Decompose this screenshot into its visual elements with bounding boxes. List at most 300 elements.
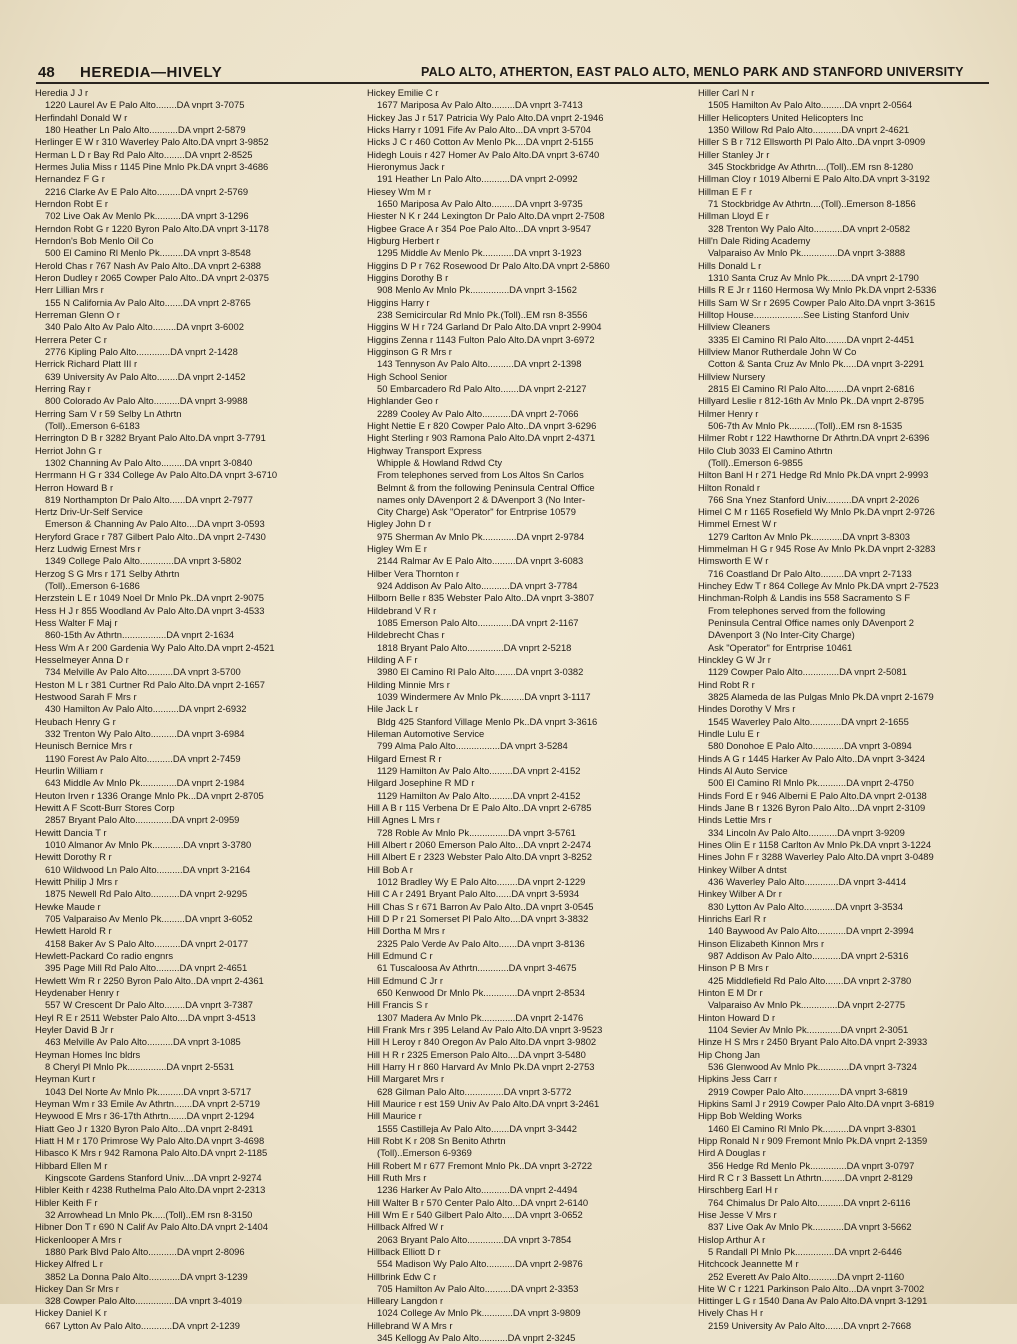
- listing-line: Hipp Bob Welding Works: [698, 1110, 802, 1122]
- listing-line: Hight Sterling r 903 Ramona Palo Alto.DA vnprt 2-4371: [367, 432, 596, 444]
- listing-line: Hite W C r 1221 Parkinson Palo Alto...DA vnprt 3-7002: [698, 1282, 925, 1294]
- listing-line: Hillman Lloyd E r: [698, 210, 769, 222]
- listing-line: Hight Nettie E r 820 Cowper Palo Alto..DA vnprt 3-6296: [367, 419, 597, 431]
- listing-line: 425 Middlefield Rd Palo Alto.......DA vnprt 2-3780: [708, 974, 912, 986]
- listing-line: Hill A B r 115 Verbena Dr E Palo Alto..DA vnprt 2-6785: [367, 802, 592, 814]
- listing-line: 1295 Middle Av Menlo Pk............DA vnprt 3-1923: [377, 247, 582, 259]
- region-title: PALO ALTO, ATHERTON, EAST PALO ALTO, MENLO PARK AND STANFORD UNIVERSITY: [421, 65, 964, 79]
- listing-line: 334 Lincoln Av Palo Alto...........DA vnprt 3-9209: [708, 826, 905, 838]
- page-header: [36, 60, 989, 84]
- listing-line: Hillview Manor Rutherdale John W Co: [698, 345, 857, 357]
- listing-line: 716 Coastland Dr Palo Alto.........DA vnprt 2-7133: [708, 567, 912, 579]
- listing-line: Hill C A r 2491 Bryant Palo Alto......DA vnprt 3-5934: [367, 888, 580, 900]
- listing-line: Herr Lillian Mrs r: [35, 284, 104, 296]
- listing-line: 238 Semicircular Rd Mnlo Pk.(Toll)..EM rsn 8-3556: [377, 308, 588, 320]
- listing-line: 705 Valparaiso Av Menlo Pk.........DA vnprt 3-6052: [45, 912, 253, 924]
- listing-line: Himel C M r 1165 Rosefield Wy Mnlo Pk.DA vnprt 2-9726: [698, 506, 935, 518]
- listing-line: Herzstein L E r 1049 Noel Dr Mnlo Pk..DA vnprt 2-9075: [35, 592, 264, 604]
- listing-line: Hill Albert r 2060 Emerson Palo Alto...DA vnprt 2-2474: [367, 839, 592, 851]
- listing-line: Hilding A F r: [367, 654, 418, 666]
- listing-line: Hill Robt K r 208 Sn Benito Athrtn: [367, 1134, 506, 1146]
- listing-line: 975 Sherman Av Mnlo Pk.............DA vnprt 2-9784: [377, 530, 585, 542]
- listing-line: 61 Tuscaloosa Av Athrtn............DA vnprt 3-4675: [377, 962, 577, 974]
- listing-line: Hildebrecht Chas r: [367, 629, 445, 641]
- listing-line: 837 Live Oak Av Mnlo Pk............DA vnprt 3-5662: [708, 1221, 912, 1233]
- listing-line: 702 Live Oak Av Menlo Pk..........DA vnprt 3-1296: [45, 210, 249, 222]
- listing-line: Hillview Nursery: [698, 370, 766, 382]
- listing-line: Hilton Banl H r 271 Hedge Rd Mnlo Pk.DA vnprt 2-9993: [698, 469, 929, 481]
- listing-line: 32 Arrowhead Ln Mnlo Pk.....(Toll)..EM rsn 8-3150: [45, 1208, 253, 1220]
- listing-line: Hillback Elliott D r: [367, 1245, 441, 1257]
- listing-line: 1024 College Av Mnlo Pk............DA vnprt 3-9809: [377, 1307, 581, 1319]
- listing-line: Hill D P r 21 Somerset Pl Palo Alto....DA vnprt 3-3832: [367, 912, 589, 924]
- listing-line: 860-15th Av Athrtn.................DA vnprt 2-1634: [45, 629, 234, 641]
- listing-line: 766 Sna Ynez Stanford Univ..........DA vnprt 2-2026: [708, 493, 920, 505]
- listing-line: Hill Albert E r 2323 Webster Palo Alto.DA vnprt 3-8252: [367, 851, 592, 863]
- listing-line: Hill Walter B r 570 Center Palo Alto...DA vnprt 2-6140: [367, 1196, 589, 1208]
- listing-line: Hillback Alfred W r: [367, 1221, 444, 1233]
- listing-line: 3825 Alameda de las Pulgas Mnlo Pk.DA vnprt 2-1679: [708, 691, 934, 703]
- listing-line: Hively Chas H r: [698, 1307, 764, 1319]
- listing-line: Hertz Driv-Ur-Self Service: [35, 506, 143, 518]
- listing-line: 436 Waverley Palo Alto.............DA vnprt 3-4414: [708, 876, 907, 887]
- listing-line: 1039 Windermere Av Mnlo Pk.........DA vnprt 3-1117: [377, 691, 591, 703]
- listing-line: 705 Hamilton Av Palo Alto..........DA vnprt 2-3353: [377, 1282, 579, 1294]
- listing-line: Hickey Jas J r 517 Patricia Wy Palo Alto.DA vnprt 2-1946: [367, 111, 604, 123]
- listing-line: Hilborn Belle r 835 Webster Palo Alto..DA vnprt 3-3807: [367, 592, 595, 604]
- listing-line: Herz Ludwig Ernest Mrs r: [35, 543, 141, 555]
- listing-line: Herrmann H G r 334 College Av Palo Alto.DA vnprt 3-6710: [35, 469, 278, 481]
- listing-line: 395 Page Mill Rd Palo Alto.........DA vnprt 2-4651: [45, 962, 248, 974]
- listing-line: Hinson P B Mrs r: [698, 962, 769, 974]
- listing-line: 554 Madison Wy Palo Alto...........DA vnprt 2-9876: [377, 1258, 583, 1270]
- listing-line: Hill'n Dale Riding Academy: [698, 234, 811, 246]
- listing-line: 764 Chimalus Dr Palo Alto..........DA vnprt 2-6116: [708, 1196, 911, 1208]
- listing-line: Heyler David B Jr r: [35, 1023, 114, 1035]
- listing-line: Hines Olin E r 1158 Carlton Av Mnlo Pk.DA vnprt 3-1224: [698, 839, 932, 851]
- listing-line: Highway Transport Express: [367, 444, 482, 456]
- listing-line: Hildebrand V R r: [367, 604, 437, 616]
- listing-line: 4158 Baker Av S Palo Alto..........DA vnprt 2-0177: [45, 937, 249, 949]
- listing-line: 1190 Forest Av Palo Alto..........DA vnprt 2-7459: [45, 752, 241, 764]
- listing-line: Hernandez F G r: [35, 173, 105, 185]
- listing-line: Hill Wm E r 540 Gilbert Palo Alto.....DA vnprt 3-0652: [367, 1208, 583, 1220]
- listing-line: 1818 Bryant Palo Alto..............DA vnprt 2-5218: [377, 641, 572, 653]
- listing-line: Hinds A G r 1445 Harker Av Palo Alto..DA vnprt 3-3424: [698, 752, 926, 764]
- listing-line: Hill Edmund C r: [367, 949, 433, 961]
- listing-line: Herman L D r Bay Rd Palo Alto........DA vnprt 2-8525: [35, 148, 253, 160]
- listing-line: 1880 Park Blvd Palo Alto...........DA vnprt 2-8096: [45, 1245, 245, 1257]
- listing-line: Heryford Grace r 787 Gilbert Palo Alto..DA vnprt 2-7430: [35, 530, 266, 542]
- listing-line: Hilgard Ernest R r: [367, 752, 442, 764]
- listing-line: Hilgard Josephine R MD r: [367, 777, 475, 789]
- listing-line: Hess H J r 855 Woodland Av Palo Alto.DA vnprt 3-4533: [35, 604, 265, 616]
- listing-line: 345 Stockbridge Av Athrtn....(Toll)..EM rsn 8-1280: [708, 160, 914, 172]
- listing-line: Hiatt H M r 170 Primrose Wy Palo Alto.DA vnprt 3-4698: [35, 1134, 265, 1146]
- listing-line: 1085 Emerson Palo Alto.............DA vnprt 2-1167: [377, 617, 579, 629]
- listing-line: 1310 Santa Cruz Av Mnlo Pk.........DA vnprt 2-1790: [708, 271, 919, 283]
- listing-line: Hillman Cloy r 1019 Alberni E Palo Alto.DA vnprt 3-3192: [698, 173, 930, 185]
- listing-line: Hill Margaret Mrs r: [367, 1073, 445, 1085]
- listing-line: Hird A Douglas r: [698, 1147, 766, 1159]
- listing-line: Hibler Keith r 4238 Ruthelma Palo Alto.DA vnprt 2-2313: [35, 1184, 266, 1196]
- listing-line: Himsworth E W r: [698, 555, 769, 567]
- listing-line: Hilding Minnie Mrs r: [367, 678, 450, 690]
- listing-line: Herrington D B r 3282 Bryant Palo Alto.DA vnprt 3-7791: [35, 432, 266, 444]
- listing-line: Valparaiso Av Mnlo Pk..............DA vnprt 2-2775: [708, 999, 906, 1011]
- listing-line: 1302 Channing Av Palo Alto.........DA vnprt 3-0840: [45, 456, 253, 468]
- listing-line: Herrick Richard Platt III r: [35, 358, 138, 370]
- listing-line: Hise Jesse V Mrs r: [698, 1208, 777, 1220]
- listing-line: Hinson Elizabeth Kinnon Mrs r: [698, 937, 825, 949]
- listing-line: Hermes Julia Miss r 1145 Pine Mnlo Pk.DA vnprt 3-4686: [35, 160, 269, 172]
- listing-line: 650 Kenwood Dr Mnlo Pk.............DA vnprt 2-8534: [377, 986, 585, 998]
- listing-line: Belmnt & from the following Peninsula Central Office: [377, 481, 595, 493]
- listing-line: (Toll)..Emerson 6-1686: [45, 580, 140, 592]
- listing-line: 580 Donohoe E Palo Alto............DA vnprt 3-0894: [708, 740, 912, 752]
- listing-line: (Toll)..Emerson 6-9855: [708, 456, 803, 468]
- listing-line: Higgins Zenna r 1143 Fulton Palo Alto.DA vnprt 3-6972: [367, 333, 595, 345]
- listing-line: Hiester N K r 244 Lexington Dr Palo Alto.DA vnprt 2-7508: [367, 210, 605, 222]
- listing-line: Hibler Keith F r: [35, 1196, 98, 1208]
- listing-line: Hileman Automotive Service: [367, 728, 485, 740]
- listing-line: Hill Bob A r: [367, 863, 413, 875]
- listing-line: 2216 Clarke Av E Palo Alto.........DA vnprt 2-5769: [45, 185, 249, 197]
- listing-line: 5 Randall Pl Mnlo Pk...............DA vnprt 2-6446: [708, 1245, 902, 1257]
- listing-line: 143 Tennyson Av Palo Alto..........DA vnprt 2-1398: [377, 358, 582, 370]
- listing-line: 1307 Madera Av Mnlo Pk.............DA vnprt 2-1476: [377, 1011, 584, 1023]
- listing-line: 643 Middle Av Mnlo Pk..............DA vnprt 2-1984: [45, 777, 245, 789]
- listing-line: Hewlett-Packard Co radio engnrs: [35, 949, 174, 961]
- listing-line: Hill Agnes L Mrs r: [367, 814, 441, 826]
- listing-line: Higley John D r: [367, 518, 432, 530]
- listing-line: 639 University Av Palo Alto........DA vnprt 2-1452: [45, 370, 246, 382]
- listing-line: Heyl R E r 2511 Webster Palo Alto....DA vnprt 3-4513: [35, 1011, 256, 1023]
- listing-line: 332 Trenton Wy Palo Alto..........DA vnprt 3-6984: [45, 728, 245, 740]
- listing-line: 2289 Cooley Av Palo Alto...........DA vnprt 2-7066: [377, 407, 579, 419]
- listing-line: 1104 Sevier Av Mnlo Pk.............DA vnprt 2-3051: [708, 1023, 909, 1035]
- listing-line: Herndon's Bob Menlo Oil Co: [35, 234, 154, 246]
- listing-line: Hillbrink Edw C r: [367, 1270, 437, 1282]
- listing-line: Herlinger E W r 310 Waverley Palo Alto.DA vnprt 3-9852: [35, 136, 269, 148]
- listing-line: Hilo Club 3033 El Camino Athrtn: [698, 444, 833, 456]
- listing-line: 1505 Hamilton Av Palo Alto.........DA vnprt 2-0564: [708, 99, 913, 111]
- listing-line: Hind Robt R r: [698, 678, 755, 690]
- listing-line: City Charge) Ask "Operator" for Entrprise 10579: [377, 506, 576, 518]
- listing-line: 500 El Camino Rl Mnlo Pk...........DA vnprt 2-4750: [708, 777, 914, 789]
- listing-line: Peninsula Central Office names only DAvenport 2: [708, 617, 915, 629]
- listing-line: Hinton E M Dr r: [698, 986, 763, 998]
- listing-line: Hinchey Edw T r 864 College Av Mnlo Pk.DA vnprt 2-7523: [698, 580, 939, 592]
- listing-line: 2815 El Camino Rl Palo Alto........DA vnprt 2-6816: [708, 382, 915, 394]
- listing-line: 3852 La Donna Palo Alto............DA vnprt 3-1239: [45, 1270, 248, 1282]
- listing-line: 2325 Palo Verde Av Palo Alto.......DA vnprt 3-8136: [377, 937, 585, 949]
- listing-line: Hills Sam W Sr r 2695 Cowper Palo Alto.DA vnprt 3-3615: [698, 296, 936, 308]
- listing-line: Herold Chas r 767 Nash Av Palo Alto..DA vnprt 2-6388: [35, 259, 261, 271]
- listing-column-2: [367, 87, 685, 1344]
- listing-line: 2159 University Av Palo Alto.......DA vnprt 2-7668: [708, 1319, 912, 1331]
- listing-line: Herring Ray r: [35, 382, 91, 394]
- listing-line: Heuton Irven r 1336 Orange Mnlo Pk...DA vnprt 2-8705: [35, 789, 264, 801]
- listing-line: Heyman Homes Inc bldrs: [35, 1048, 141, 1060]
- listing-line: Hilton Ronald r: [698, 481, 761, 493]
- listing-line: 71 Stockbridge Av Athrtn....(Toll)..Emerson 8-1856: [708, 197, 916, 209]
- listing-line: 1545 Waverley Palo Alto............DA vnprt 2-1655: [708, 715, 909, 727]
- listing-line: Himmel Ernest W r: [698, 518, 777, 530]
- listing-line: Hindes Dorothy V Mrs r: [698, 703, 796, 715]
- listing-line: Herring Sam V r 59 Selby Ln Athrtn: [35, 407, 182, 419]
- listing-line: Hicks Harry r 1091 Fife Av Palo Alto...DA vnprt 3-5704: [367, 123, 591, 135]
- listing-line: Hicks J C r 460 Cotton Av Menlo Pk....DA vnprt 2-5155: [367, 136, 594, 148]
- listing-line: Hinkey Wilber A Dr r: [698, 888, 782, 900]
- listing-line: Hiesey Wm M r: [367, 185, 432, 197]
- listing-line: 1236 Harker Av Palo Alto...........DA vnprt 2-4494: [377, 1184, 578, 1196]
- listing-line: Hill Chas S r 671 Barron Av Palo Alto..DA vnprt 3-0545: [367, 900, 594, 912]
- listing-line: High School Senior: [367, 370, 448, 382]
- listing-line: 799 Alma Palo Alto.................DA vnprt 3-5284: [377, 740, 568, 752]
- listing-line: Emerson & Channing Av Palo Alto....DA vnprt 3-0593: [45, 518, 265, 530]
- listing-line: Hieronymus Jack r: [367, 160, 445, 172]
- listing-line: Hillview Cleaners: [698, 321, 770, 333]
- listing-line: 463 Melville Av Palo Alto..........DA vnprt 3-1085: [45, 1036, 241, 1048]
- listing-line: Higgins W H r 724 Garland Dr Palo Alto.DA vnprt 2-9904: [367, 321, 602, 333]
- listing-line: 1555 Castilleja Av Palo Alto.......DA vnprt 3-3442: [377, 1122, 577, 1134]
- listing-line: 2919 Cowper Palo Alto..............DA vnprt 3-6819: [708, 1085, 908, 1097]
- listing-line: 1349 College Palo Alto.............DA vnprt 3-5802: [45, 555, 242, 567]
- listing-line: Hird R C r 3 Bassett Ln Athrtn.........DA vnprt 2-8129: [698, 1171, 913, 1183]
- listing-line: 728 Roble Av Mnlo Pk...............DA vnprt 3-5761: [377, 826, 576, 838]
- listing-line: Heyman Wm r 33 Emile Av Athrtn.......DA vnprt 2-5719: [35, 1097, 260, 1109]
- listing-line: Hill Frank Mrs r 395 Leland Av Palo Alto.DA vnprt 3-9523: [367, 1023, 603, 1035]
- listing-line: 328 Trenton Wy Palo Alto...........DA vnprt 2-0582: [708, 222, 911, 234]
- listing-line: 734 Melville Av Palo Alto..........DA vnprt 3-5700: [45, 666, 241, 678]
- listing-line: 1129 Hamilton Av Palo Alto.........DA vnprt 2-4152: [377, 765, 581, 777]
- listing-line: 1043 Del Norte Av Mnlo Pk..........DA vnprt 3-5717: [45, 1085, 252, 1097]
- listing-line: Hillyard Leslie r 812-16th Av Mnlo Pk..DA vnprt 2-8795: [698, 395, 924, 407]
- listing-line: Hislop Arthur A r: [698, 1233, 766, 1245]
- listing-line: 252 Everett Av Palo Alto...........DA vnprt 2-1160: [708, 1270, 905, 1282]
- listing-line: 1350 Willow Rd Palo Alto...........DA vnprt 2-4621: [708, 123, 910, 135]
- listing-line: Hipp Ronald N r 909 Fremont Mnlo Pk.DA vnprt 2-1359: [698, 1134, 928, 1146]
- listing-line: 3980 El Camino Rl Palo Alto........DA vnprt 3-0382: [377, 666, 584, 678]
- listing-line: Heydenaber Henry r: [35, 986, 120, 998]
- listing-line: Higgins Harry r: [367, 296, 430, 308]
- listing-line: Herriot John G r: [35, 444, 102, 456]
- listing-line: Hill Robert M r 677 Fremont Mnlo Pk..DA vnprt 3-2722: [367, 1159, 593, 1171]
- listing-line: Highlander Geo r: [367, 395, 439, 407]
- listing-line: Hinrichs Earl R r: [698, 912, 767, 924]
- listing-line: Hipkins Saml J r 2919 Cowper Palo Alto.DA vnprt 3-6819: [698, 1097, 935, 1109]
- listing-line: Whipple & Howland Rdwd Cty: [377, 456, 503, 468]
- listing-line: Hill Maurice r est 159 Univ Av Palo Alto.DA vnprt 3-2461: [367, 1097, 600, 1109]
- listing-line: Heurlin William r: [35, 765, 104, 777]
- listing-line: Hinton Howard D r: [698, 1011, 776, 1023]
- listing-line: Hewlett Harold R r: [35, 925, 112, 937]
- listing-line: Hillebrand W A Mrs r: [367, 1319, 453, 1331]
- listing-line: 908 Menlo Av Mnlo Pk...............DA vnprt 3-1562: [377, 284, 577, 296]
- listing-line: Valparaiso Av Mnlo Pk..............DA vnprt 3-3888: [708, 247, 906, 259]
- listing-line: 340 Palo Alto Av Palo Alto.........DA vnprt 3-6002: [45, 321, 244, 333]
- listing-column-1: [35, 87, 353, 1332]
- listing-line: Hilltop House...................See Listing Stanford Univ: [698, 308, 910, 320]
- listing-line: Hill H Leroy r 840 Oregon Av Palo Alto.DA vnprt 3-9802: [367, 1036, 597, 1048]
- listing-line: Hewke Maude r: [35, 900, 101, 912]
- listing-line: Hiller Helicopters United Helicopters Inc: [698, 111, 864, 123]
- listing-line: Herzog S G Mrs r 171 Selby Athrtn: [35, 567, 180, 579]
- listing-line: Hinze H S Mrs r 2450 Bryant Palo Alto.DA vnprt 2-3933: [698, 1036, 928, 1048]
- listing-line: Heron Dudley r 2065 Cowper Palo Alto..DA vnprt 2-0375: [35, 271, 269, 283]
- listing-line: 1650 Mariposa Av Palo Alto.........DA vnprt 3-9735: [377, 197, 583, 209]
- listing-line: 667 Lytton Av Palo Alto............DA vnprt 2-1239: [45, 1319, 240, 1331]
- listing-line: 2857 Bryant Palo Alto..............DA vnprt 2-0959: [45, 814, 240, 826]
- listing-line: Hill Ruth Mrs r: [367, 1171, 427, 1183]
- listing-line: 628 Gilman Palo Alto...............DA vnprt 3-5772: [377, 1085, 572, 1097]
- listing-line: Hess Wm A r 200 Gardenia Wy Palo Alto.DA vnprt 2-4521: [35, 641, 275, 653]
- listing-line: Hibbard Ellen M r: [35, 1159, 108, 1171]
- listing-line: Hirschberg Earl H r: [698, 1184, 778, 1196]
- listing-line: 506-7th Av Mnlo Pk..........(Toll)..EM rsn 8-1535: [708, 419, 903, 431]
- listing-line: Hewitt A F Scott-Burr Stores Corp: [35, 802, 175, 814]
- listing-line: 2776 Kipling Palo Alto.............DA vnprt 2-1428: [45, 345, 238, 357]
- listing-line: Hewitt Dancia T r: [35, 826, 107, 838]
- listing-line: 430 Hamilton Av Palo Alto..........DA vnprt 2-6932: [45, 703, 247, 715]
- listing-line: 2144 Ralmar Av E Palo Alto.........DA vnprt 3-6083: [377, 555, 584, 567]
- listing-line: 8 Cheryl Pl Mnlo Pk...............DA vnprt 2-5531: [45, 1060, 235, 1072]
- listing-line: Hillman E F r: [698, 185, 753, 197]
- listing-line: 987 Addison Av Palo Alto...........DA vnprt 2-5316: [708, 949, 909, 961]
- listing-line: Hinchman-Rolph & Landis ins 558 Sacramento S F: [698, 592, 911, 604]
- listing-line: Hittinger L G r 1540 Dana Av Palo Alto.DA vnprt 3-1291: [698, 1295, 928, 1307]
- listing-line: names only DAvenport 2 & DAvenport 3 (No Inter-: [377, 493, 586, 505]
- listing-line: Hilber Vera Thornton r: [367, 567, 460, 579]
- listing-line: Higgins D P r 762 Rosewood Dr Palo Alto.DA vnprt 2-5860: [367, 259, 610, 271]
- listing-line: 155 N California Av Palo Alto.......DA vnprt 2-8765: [45, 296, 251, 308]
- listing-line: Hinkey Wilber A dntst: [698, 863, 787, 875]
- listing-line: Heyman Kurt r: [35, 1073, 96, 1085]
- listing-line: Hill Maurice r: [367, 1110, 422, 1122]
- listing-line: Heredia J J r: [35, 87, 89, 98]
- listing-line: Heunisch Bernice Mrs r: [35, 740, 133, 752]
- listing-line: 1010 Almanor Av Mnlo Pk............DA vnprt 3-3780: [45, 839, 252, 851]
- listing-line: Hill Francis S r: [367, 999, 428, 1011]
- listing-line: Hesselmeyer Anna D r: [35, 654, 129, 666]
- listing-line: Herndon Robt E r: [35, 197, 108, 209]
- listing-line: Hewitt Dorothy R r: [35, 851, 112, 863]
- listing-line: 830 Lytton Av Palo Alto............DA vnprt 3-3534: [708, 900, 903, 912]
- listing-line: Hill Harry H r 860 Harvard Av Mnlo Pk.DA vnprt 2-2753: [367, 1060, 595, 1072]
- listing-line: 50 Embarcadero Rd Palo Alto.......DA vnprt 2-2127: [377, 382, 587, 394]
- page-number: 48: [38, 64, 55, 81]
- listing-line: Kingscote Gardens Stanford Univ....DA vnprt 2-9274: [45, 1171, 262, 1183]
- listing-line: 180 Heather Ln Palo Alto...........DA vnprt 2-5879: [45, 123, 246, 135]
- listing-line: 345 Kellogg Av Palo Alto...........DA vnprt 2-3245: [377, 1332, 576, 1344]
- listing-line: Higbee Grace A r 354 Poe Palo Alto...DA vnprt 3-9547: [367, 222, 592, 234]
- listing-line: 1460 El Camino Rl Mnlo Pk..........DA vnprt 3-8301: [708, 1122, 917, 1134]
- listing-line: 1012 Bradley Wy E Palo Alto........DA vnprt 2-1229: [377, 876, 586, 887]
- listing-line: 140 Baywood Av Palo Alto...........DA vnprt 2-3994: [708, 925, 914, 937]
- listing-line: Hinds Al Auto Service: [698, 765, 788, 777]
- listing-column-3: [698, 87, 1016, 1332]
- listing-line: 1220 Laurel Av E Palo Alto........DA vnprt 3-7075: [45, 99, 245, 111]
- listing-line: 924 Addison Av Palo Alto...........DA vnprt 3-7784: [377, 580, 578, 592]
- listing-line: Himmelman H G r 945 Rose Av Mnlo Pk.DA vnprt 2-3283: [698, 543, 936, 555]
- listing-line: Higburg Herbert r: [367, 234, 440, 246]
- listing-line: Higley Wm E r: [367, 543, 427, 555]
- listing-line: Hewitt Philip J Mrs r: [35, 876, 118, 887]
- listing-line: Hickey Emilie C r: [367, 87, 439, 98]
- listing-line: Hickenlooper A Mrs r: [35, 1233, 122, 1245]
- listing-line: DAvenport 3 (No Inter-City Charge): [708, 629, 855, 641]
- listing-line: Hibasco K Mrs r 942 Ramona Palo Alto.DA vnprt 2-1185: [35, 1147, 268, 1159]
- listing-line: Herreman Glenn O r: [35, 308, 120, 320]
- listing-line: Hickey Dan Sr Mrs r: [35, 1282, 119, 1294]
- name-range: HEREDIA—HIVELY: [80, 64, 223, 81]
- listing-line: Hitchcock Jeannette M r: [698, 1258, 799, 1270]
- listing-line: 536 Glenwood Av Mnlo Pk............DA vnprt 3-7324: [708, 1060, 917, 1072]
- listing-line: Hiller S B r 712 Ellsworth Pl Palo Alto..DA vnprt 3-0909: [698, 136, 926, 148]
- listing-line: Hidegh Louis r 427 Homer Av Palo Alto.DA vnprt 3-6740: [367, 148, 600, 160]
- listing-line: 1129 Cowper Palo Alto..............DA vnprt 2-5081: [708, 666, 907, 678]
- listing-line: Hiatt Geo J r 1320 Byron Palo Alto...DA vnprt 2-8491: [35, 1122, 254, 1134]
- listing-line: (Toll)..Emerson 6-9369: [377, 1147, 472, 1159]
- listing-line: Hip Chong Jan: [698, 1048, 761, 1060]
- listing-line: 500 El Camino Rl Menlo Pk.........DA vnprt 3-8548: [45, 247, 251, 259]
- listing-line: Hilleary Langdon r: [367, 1295, 444, 1307]
- listing-line: Bldg 425 Stanford Village Menlo Pk..DA vnprt 3-3616: [377, 715, 598, 727]
- listing-line: 800 Colorado Av Palo Alto..........DA vnprt 3-9988: [45, 395, 248, 407]
- listing-line: Hibner Don T r 690 N Calif Av Palo Alto.DA vnprt 2-1404: [35, 1221, 268, 1233]
- listing-line: 3335 El Camino Rl Palo Alto........DA vnprt 2-4451: [708, 333, 915, 345]
- listing-line: Hill Edmund C Jr r: [367, 974, 444, 986]
- listing-line: Hickey Alfred L r: [35, 1258, 103, 1270]
- listing-line: 819 Northampton Dr Palo Alto......DA vnprt 2-7977: [45, 493, 253, 505]
- listing-line: Hinds Ford E r 946 Alberni E Palo Alto.DA vnprt 2-0138: [698, 789, 927, 801]
- listing-line: Cotton & Santa Cruz Av Mnlo Pk.....DA vnprt 3-2291: [708, 358, 925, 370]
- listing-line: Ask "Operator" for Entrprise 10461: [708, 641, 853, 653]
- listing-line: Heywood E Mrs r 36-17th Athrtn.......DA vnprt 2-1294: [35, 1110, 255, 1122]
- listing-line: Hess Walter F Maj r: [35, 617, 118, 629]
- listing-line: 1129 Hamilton Av Palo Alto.........DA vnprt 2-4152: [377, 789, 581, 801]
- listing-line: Hill H R r 2325 Emerson Palo Alto....DA vnprt 3-5480: [367, 1048, 586, 1060]
- listing-line: Hills R E Jr r 1160 Hermosa Wy Mnlo Pk.DA vnprt 2-5336: [698, 284, 937, 296]
- listing-line: 1279 Carlton Av Mnlo Pk............DA vnprt 3-8303: [708, 530, 911, 542]
- listing-line: Hinds Jane B r 1326 Byron Palo Alto...DA vnprt 2-3109: [698, 802, 926, 814]
- listing-line: 1677 Mariposa Av Palo Alto.........DA vnprt 3-7413: [377, 99, 583, 111]
- listing-line: Higginson G R Mrs r: [367, 345, 452, 357]
- listing-line: Herron Howard B r: [35, 481, 114, 493]
- listing-line: Heston M L r 381 Curtner Rd Palo Alto.DA vnprt 2-1657: [35, 678, 265, 690]
- listing-line: Hilmer Robt r 122 Hawthorne Dr Athrtn.DA vnprt 2-6396: [698, 432, 930, 444]
- listing-line: Hill Dortha M Mrs r: [367, 925, 446, 937]
- listing-line: Hiller Carl N r: [698, 87, 755, 98]
- listing-line: 191 Heather Ln Palo Alto...........DA vnprt 2-0992: [377, 173, 578, 185]
- listing-line: Heubach Henry G r: [35, 715, 116, 727]
- listing-line: 328 Cowper Palo Alto...............DA vnprt 3-4019: [45, 1295, 242, 1307]
- listing-line: 356 Hedge Rd Menlo Pk..............DA vnprt 3-0797: [708, 1159, 915, 1171]
- listing-line: Hines John F r 3288 Waverley Palo Alto.DA vnprt 3-0489: [698, 851, 934, 863]
- listing-line: 557 W Crescent Dr Palo Alto........DA vnprt 3-7387: [45, 999, 253, 1011]
- listing-line: 610 Wildwood Ln Palo Alto..........DA vnprt 3-2164: [45, 863, 251, 875]
- listing-line: Herfindahl Donald W r: [35, 111, 128, 123]
- listing-line: 1875 Newell Rd Palo Alto...........DA vnprt 2-9295: [45, 888, 248, 900]
- listing-line: 2063 Bryant Palo Alto..............DA vnprt 3-7854: [377, 1233, 572, 1245]
- listing-line: Hinds Lettie Mrs r: [698, 814, 772, 826]
- listing-line: Hipkins Jess Carr r: [698, 1073, 778, 1085]
- listing-line: (Toll)..Emerson 6-6183: [45, 419, 140, 431]
- listing-line: Herrera Peter C r: [35, 333, 107, 345]
- listing-line: Hindle Lulu E r: [698, 728, 760, 740]
- listing-line: Hestwood Sarah F Mrs r: [35, 691, 137, 703]
